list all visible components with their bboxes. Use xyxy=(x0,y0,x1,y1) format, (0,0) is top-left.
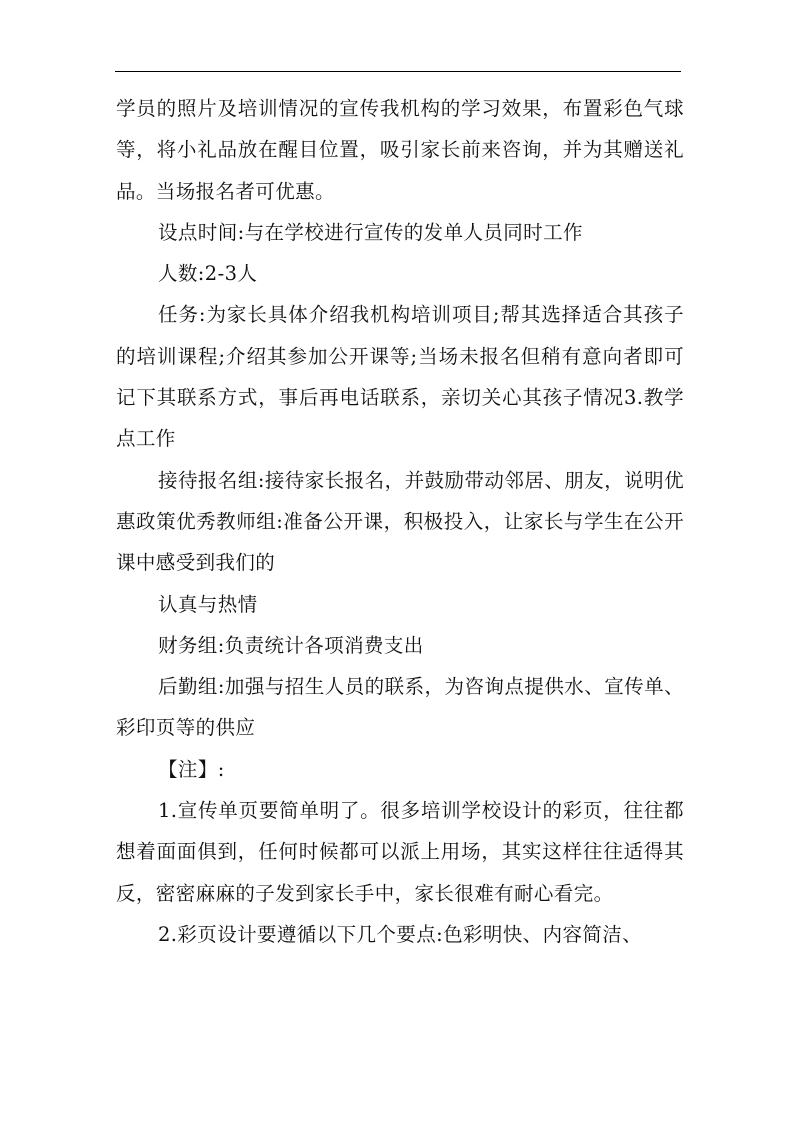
paragraph: 接待报名组:接待家长报名，并鼓励带动邻居、朋友，说明优惠政策优秀教师组:准备公开课，积极投入，让家长与学生在公开课中感受到我们的 xyxy=(116,468,684,575)
paragraph: 人数:2-3人 xyxy=(158,262,258,286)
paragraph: 设点时间:与在学校进行宣传的发单人员同时工作 xyxy=(158,220,583,244)
header-rule xyxy=(115,71,681,72)
paragraph: 后勤组:加强与招生人员的联系，为咨询点提供水、宣传单、彩印页等的供应 xyxy=(116,675,684,740)
paragraph: 学员的照片及培训情况的宣传我机构的学习效果，布置彩色气球等，将小礼品放在醒目位置，吸引家长前来咨询，并为其赠送礼品。当场报名者可优惠。 xyxy=(116,97,684,203)
paragraph: 2.彩页设计要遵循以下几个要点:色彩明快、内容简洁、 xyxy=(158,922,643,946)
paragraph: 【注】: xyxy=(158,757,225,781)
paragraph: 财务组:负责统计各项消费支出 xyxy=(158,633,424,657)
paragraph: 认真与热情 xyxy=(158,592,258,616)
paragraph: 任务:为家长具体介绍我机构培训项目;帮其选择适合其孩子的培训课程;介绍其参加公开课等;当场未报名但稍有意向者即可记下其联系方式，事后再电话联系，亲切关心其孩子情况3.教学点工作 xyxy=(116,303,684,451)
paragraph: 1.宣传单页要简单明了。很多培训学校设计的彩页，往往都想着面面俱到，任何时候都可以派上用场，其实这样往往适得其反，密密麻麻的子发到家长手中，家长很难有耐心看完。 xyxy=(116,799,684,905)
body-text xyxy=(116,88,684,955)
